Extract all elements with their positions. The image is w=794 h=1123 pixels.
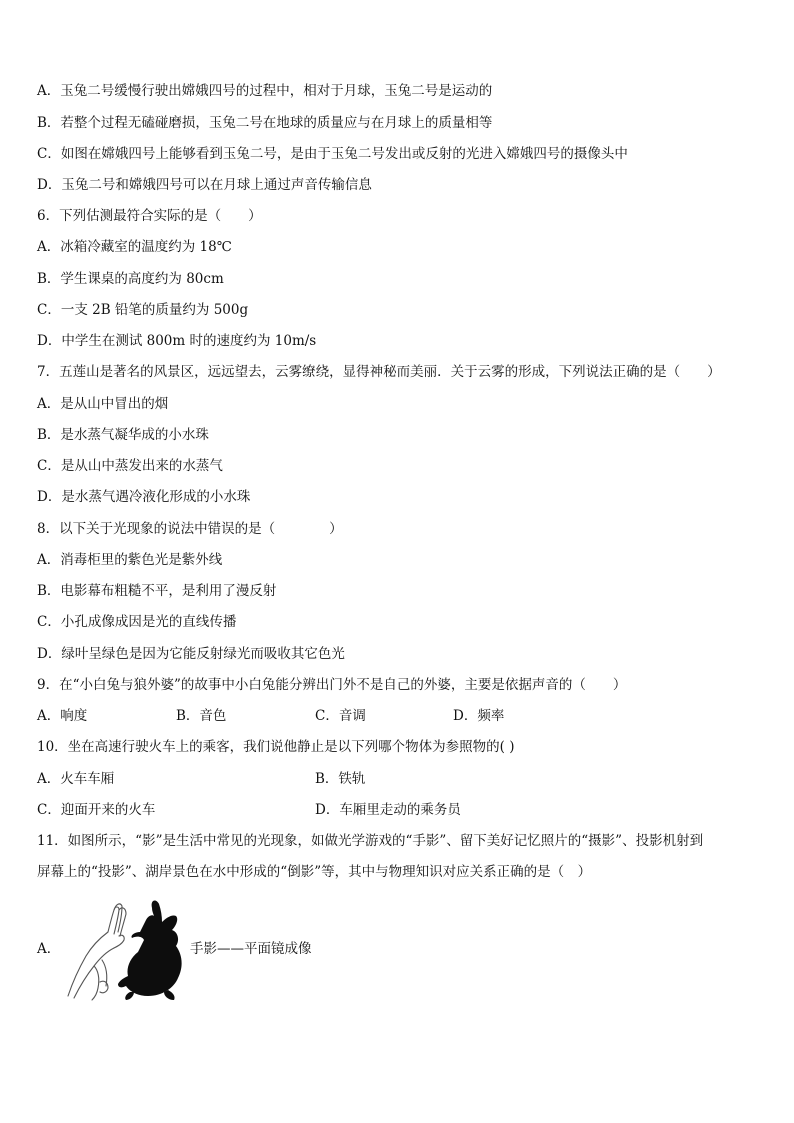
- hand-shadow-figure: [64, 896, 184, 1002]
- q6-option-d: D．中学生在测试 800m 时的速度约为 10m/s: [37, 333, 317, 349]
- q5-option-c: C．如图在嫦娥四号上能够看到玉兔二号，是由于玉兔二号发出或反射的光进入嫦娥四号的摄像头中: [37, 146, 628, 162]
- q9-stem: 9．在“小白兔与狼外婆”的故事中小白兔能分辨出门外不是自己的外婆，主要是依据声音的（ ）: [37, 677, 627, 693]
- q5-option-a: A．玉兔二号缓慢行驶出嫦娥四号的过程中，相对于月球，玉兔二号是运动的: [37, 83, 493, 99]
- q9-option-d: D．频率: [453, 708, 505, 724]
- q5-option-d: D．玉兔二号和嫦娥四号可以在月球上通过声音传输信息: [37, 177, 372, 193]
- q8-stem: 8．以下关于光现象的说法中错误的是（ ）: [37, 521, 343, 537]
- q8-option-c: C．小孔成像成因是光的直线传播: [37, 614, 237, 630]
- q11-stem-line2: 屏幕上的“投影”、湖岸景色在水中形成的“倒影”等，其中与物理知识对应关系正确的是（ ）: [37, 864, 592, 880]
- q7-option-b: B．是水蒸气凝华成的小水珠: [37, 427, 209, 443]
- q5-option-b: B．若整个过程无磕碰磨损，玉兔二号在地球的质量应与在月球上的质量相等: [37, 115, 493, 131]
- q7-stem: 7．五莲山是著名的风景区，远远望去，云雾缭绕，显得神秘而美丽．关于云雾的形成，下列说法正确的是（ ）: [37, 364, 721, 380]
- q7-option-a: A．是从山中冒出的烟: [37, 396, 169, 412]
- q9-option-c: C．音调: [315, 708, 366, 724]
- q10-option-d: D．车厢里走动的乘务员: [315, 802, 461, 818]
- q6-stem: 6．下列估测最符合实际的是（ ）: [37, 208, 262, 224]
- q6-option-a: A．冰箱冷藏室的温度约为 18℃: [37, 239, 232, 255]
- rabbit-shadow: [118, 901, 182, 1000]
- q8-option-b: B．电影幕布粗糙不平，是利用了漫反射: [37, 583, 277, 599]
- q8-option-d: D．绿叶呈绿色是因为它能反射绿光而吸收其它色光: [37, 646, 345, 662]
- q9-option-a: A．响度: [37, 708, 88, 724]
- q7-option-d: D．是水蒸气遇冷液化形成的小水珠: [37, 489, 251, 505]
- q11-option-a-label: A．: [37, 941, 61, 957]
- q8-option-a: A．消毒柜里的紫色光是紫外线: [37, 552, 223, 568]
- q10-option-b: B．铁轨: [315, 771, 366, 787]
- q10-stem: 10．坐在高速行驶火车上的乘客，我们说他静止是以下列哪个物体为参照物的( ): [37, 739, 515, 755]
- q11-stem-line1: 11．如图所示，“影”是生活中常见的光现象，如做光学游戏的“手影”、留下美好记忆照片的“摄影”、投影机射到: [37, 833, 704, 849]
- q10-option-c: C．迎面开来的火车: [37, 802, 156, 818]
- q6-option-c: C．一支 2B 铅笔的质量约为 500g: [37, 302, 249, 318]
- q6-option-b: B．学生课桌的高度约为 80cm: [37, 271, 224, 287]
- q11-option-a-caption: 手影——平面镜成像: [190, 941, 312, 957]
- hand-outline: [68, 904, 126, 1000]
- q9-option-b: B．音色: [176, 708, 227, 724]
- q7-option-c: C．是从山中蒸发出来的水蒸气: [37, 458, 223, 474]
- q10-option-a: A．火车车厢: [37, 771, 115, 787]
